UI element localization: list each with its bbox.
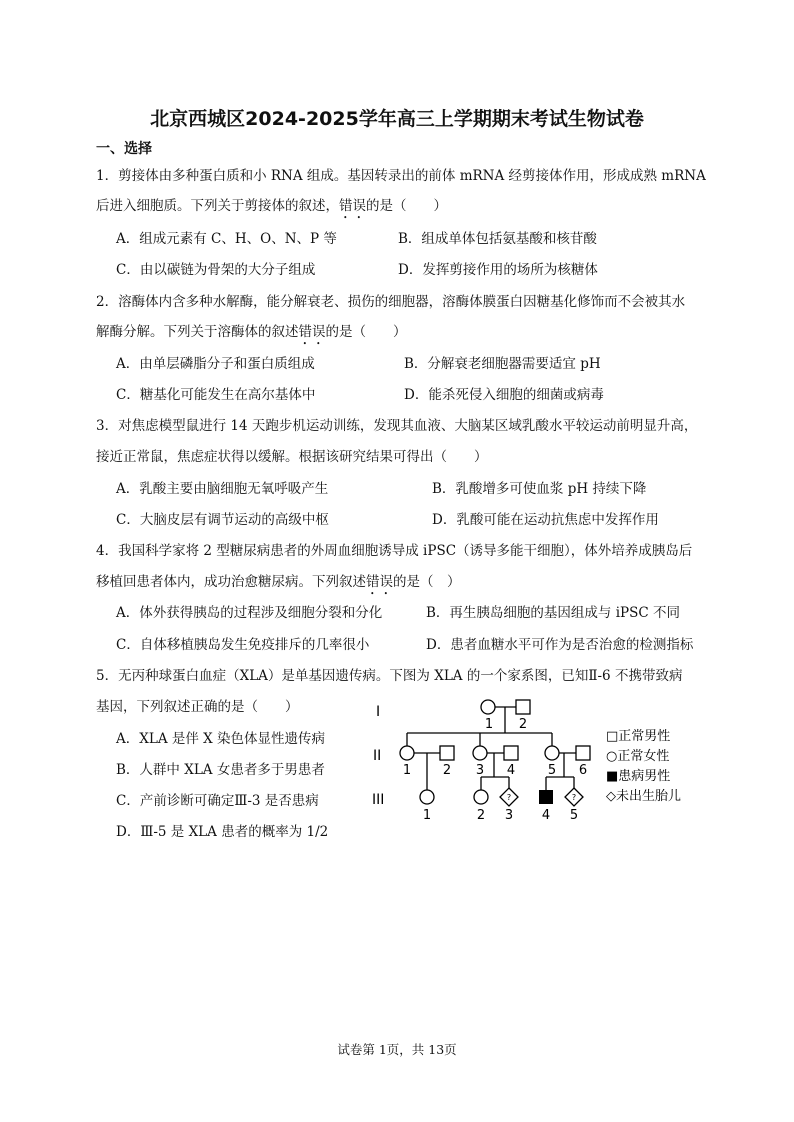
iii5-unknown-mark: ? (571, 793, 577, 802)
q4-line1: 4．我国科学家将 2 型糖尿病患者的外周血细胞诱导成 iPSC（诱导多能干细胞），体外培养成胰岛后 (96, 543, 693, 559)
i2-number: 2 (518, 717, 528, 732)
ii1-female (400, 746, 414, 760)
legend-unborn-fetus: ◇未出生胎儿 (606, 789, 681, 804)
iii1-number: 1 (422, 808, 432, 823)
q1-line2: 后进入细胞质。下列关于剪接体的叙述，错误的是（ ） (96, 198, 447, 214)
gen-label-i: I (376, 704, 381, 720)
q1-line1: 1．剪接体由多种蛋白质和小 RNA 组成。基因转录出的前体 mRNA 经剪接体作用，形成成熟 mRNA (96, 168, 706, 184)
q2-option-d: D．能杀死侵入细胞的细菌或病毒 (404, 387, 604, 403)
q5-line2: 基因，下列叙述正确的是（ ） (96, 699, 299, 715)
iii5-number: 5 (569, 808, 579, 823)
ii3-number: 3 (475, 763, 485, 778)
q4-option-b: B．再生胰岛细胞的基因组成与 iPSC 不同 (426, 605, 680, 621)
gen-label-iii: III (372, 792, 385, 808)
i1-female (481, 700, 495, 714)
iii1-female (420, 790, 434, 804)
ii1-number: 1 (402, 763, 412, 778)
ii6-male (576, 746, 590, 760)
q4-option-c: C．自体移植胰岛发生免疫排斥的几率很小 (116, 637, 370, 653)
q3-line1: 3．对焦虑模型鼠进行 14 天跑步机运动训练，发现其血液、大脑某区域乳酸水平较运动前明显升高， (96, 418, 698, 434)
q3-option-d: D．乳酸可能在运动抗焦虑中发挥作用 (432, 512, 659, 528)
q5-option-b: B．人群中 XLA 女患者多于男患者 (116, 762, 325, 778)
iii4-affected-male (539, 790, 553, 804)
q5-option-a: A．XLA 是伴 X 染色体显性遗传病 (116, 731, 326, 747)
ii2-number: 2 (442, 763, 452, 778)
q4-option-a: A．体外获得胰岛的过程涉及细胞分裂和分化 (116, 605, 383, 621)
q1-option-a: A．组成元素有 C、H、O、N、P 等 (116, 231, 337, 247)
q3-option-a: A．乳酸主要由脑细胞无氧呼吸产生 (116, 481, 329, 497)
iii3-number: 3 (504, 808, 514, 823)
q1-option-d: D．发挥剪接作用的场所为核糖体 (398, 262, 598, 278)
ii3-female (473, 746, 487, 760)
section-heading: 一、选择 (96, 141, 152, 157)
iii3-unknown-mark: ? (506, 793, 512, 802)
iii4-number: 4 (541, 808, 551, 823)
q3-option-b: B．乳酸增多可使血浆 pH 持续下降 (432, 481, 647, 497)
i1-number: 1 (484, 717, 494, 732)
legend-normal-female: ○正常女性 (606, 749, 670, 764)
gen-label-ii: II (373, 748, 382, 764)
q2-option-a: A．由单层磷脂分子和蛋白质组成 (116, 356, 315, 372)
pedigree-diagram (370, 690, 710, 826)
legend-affected-male: ■患病男性 (606, 769, 671, 784)
ii5-female (545, 746, 559, 760)
q2-line2: 解酶分解。下列关于溶酶体的叙述错误的是（ ） (96, 324, 407, 340)
page-title: 北京西城区2024-2025学年高三上学期期末考试生物试卷 (150, 108, 644, 130)
q3-option-c: C．大脑皮层有调节运动的高级中枢 (116, 512, 329, 528)
q4-option-d: D．患者血糖水平可作为是否治愈的检测指标 (426, 637, 694, 653)
i2-male (516, 700, 530, 714)
q4-line2: 移植回患者体内，成功治愈糖尿病。下列叙述错误的是（ ） (96, 574, 461, 590)
iii2-number: 2 (476, 808, 486, 823)
q2-option-b: B．分解衰老细胞器需要适宜 pH (404, 356, 601, 372)
q1-option-c: C．由以碳链为骨架的大分子组成 (116, 262, 316, 278)
q1-option-b: B．组成单体包括氨基酸和核苷酸 (398, 231, 597, 247)
legend-normal-male: □正常男性 (606, 729, 671, 744)
q2-option-c: C．糖基化可能发生在高尔基体中 (116, 387, 316, 403)
q2-line1: 2．溶酶体内含多种水解酶，能分解衰老、损伤的细胞器，溶酶体膜蛋白因糖基化修饰而不会被其水 (96, 294, 686, 310)
q5-option-c: C．产前诊断可确定Ⅲ-3 是否患病 (116, 793, 319, 809)
ii4-male (504, 746, 518, 760)
ii2-male (440, 746, 454, 760)
ii4-number: 4 (506, 763, 516, 778)
page-footer: 试卷第 1页，共 13页 (337, 1042, 457, 1057)
q5-option-d: D．Ⅲ-5 是 XLA 患者的概率为 1/2 (116, 824, 329, 840)
q5-line1: 5．无丙种球蛋白血症（XLA）是单基因遗传病。下图为 XLA 的一个家系图，已知Ⅱ-6 不携带致病 (96, 668, 683, 684)
ii6-number: 6 (578, 763, 588, 778)
q3-line2: 接近正常鼠，焦虑症状得以缓解。根据该研究结果可得出（ ） (96, 449, 488, 465)
ii5-number: 5 (547, 763, 557, 778)
iii2-female (474, 790, 488, 804)
